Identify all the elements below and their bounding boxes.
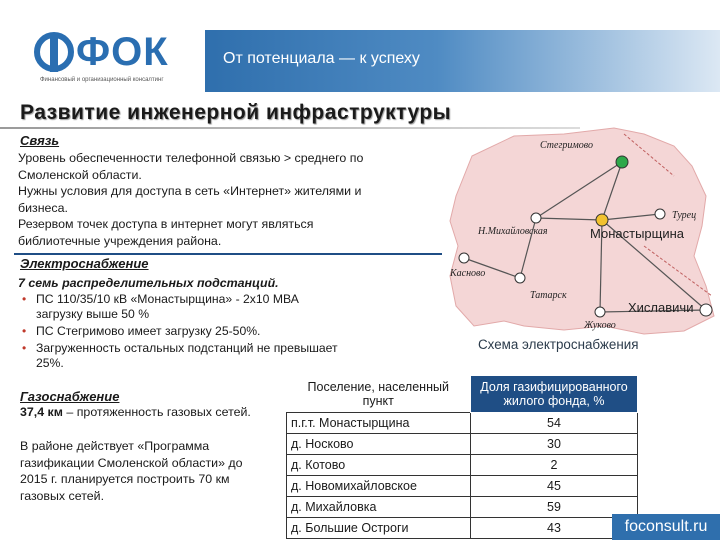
electro-bullet: [22, 341, 396, 371]
gas-program-line: газовых сетей.: [20, 488, 105, 503]
svyaz-line: Нужны условия для доступа в сеть «Интернет» жителями и: [18, 184, 362, 198]
gasification-table: [286, 375, 638, 539]
bullet-line: загрузку выше 50 %: [36, 307, 150, 321]
table-row: [287, 455, 638, 476]
svyaz-text: [18, 150, 438, 249]
bullet-line: 25%.: [36, 356, 64, 370]
gas-program-line: 2015 г. планируется построить 70 км: [20, 472, 230, 486]
map-label-stegrimovo: Стегримово: [540, 140, 593, 151]
electro-divider: [14, 253, 442, 255]
table-row: [287, 413, 638, 434]
table-row: [287, 434, 638, 455]
cell-share: 59: [471, 497, 638, 518]
section-heading-svyaz: Связь: [20, 133, 60, 148]
electro-bullet: [22, 292, 396, 322]
slogan-text: От потенциала — к успеху: [223, 50, 420, 67]
table-row: [287, 518, 638, 539]
section-heading-electro: Электроснабжение: [20, 256, 149, 271]
map-label-kasnovo: Касново: [450, 268, 486, 279]
bullet-dot-icon: •: [22, 324, 27, 338]
substation-icon: [700, 304, 712, 316]
gas-program-line: газификации Смоленской области» до: [20, 455, 243, 470]
bullet-line: ПС Стегримово имеет загрузку 25-50%.: [36, 324, 261, 338]
bullet-line: ПС 110/35/10 кВ «Монастырщина» - 2х10 МВА: [36, 292, 299, 306]
cell-settlement: д. Новомихайловское: [287, 476, 471, 497]
power-supply-map: [444, 126, 718, 338]
svyaz-line: Смоленской области.: [18, 167, 142, 182]
map-label-monastyrshchina: Монастырщина: [590, 226, 685, 241]
logo-name: ФОК: [76, 30, 169, 74]
col-header-share: Доля газифицированного жилого фонда, %: [471, 376, 638, 413]
cell-settlement: д. Носково: [287, 434, 471, 455]
header: [0, 0, 720, 92]
gas-length: [20, 404, 251, 421]
col-header-settlement: Поселение, населенный пункт: [287, 376, 471, 413]
gas-program-line: В районе действует «Программа: [20, 439, 210, 453]
svyaz-line: библиотечные учреждения района.: [18, 233, 222, 248]
cell-settlement: д. Котово: [287, 455, 471, 476]
bullet-line: Загруженность остальных подстанций не превышает: [36, 341, 338, 355]
cell-settlement: д. Большие Остроги: [287, 518, 471, 539]
electro-bullet: [22, 324, 396, 339]
bullet-dot-icon: •: [22, 292, 27, 306]
electro-subheading: 7 семь распределительных подстанций.: [18, 276, 279, 290]
gas-length-value: 37,4 км: [20, 405, 63, 419]
svyaz-line: Уровень обеспеченности телефонной связью > среднего по: [18, 151, 364, 165]
substation-stegrimovo-icon: [616, 156, 628, 168]
map-label-khislavichi: Хиславичи: [628, 300, 694, 315]
substation-icon: [655, 209, 665, 219]
section-heading-gas: Газоснабжение: [20, 389, 120, 404]
table-row: [287, 497, 638, 518]
map-label-tatarsk: Татарск: [530, 290, 567, 301]
cell-share: 45: [471, 476, 638, 497]
cell-settlement: п.г.т. Монастырщина: [287, 413, 471, 434]
table-header-row: [287, 376, 638, 413]
logo-tagline: Финансовый и организационный консалтинг: [40, 77, 164, 83]
gas-program: [20, 438, 285, 504]
substation-icon: [515, 273, 525, 283]
company-logo[interactable]: [32, 30, 192, 90]
gas-length-text: – протяженность газовых сетей.: [62, 405, 251, 419]
bullet-dot-icon: •: [22, 341, 27, 355]
map-caption: Схема электроснабжения: [478, 337, 639, 352]
cell-share: 54: [471, 413, 638, 434]
table-row: [287, 476, 638, 497]
svyaz-line: бизнеса.: [18, 200, 68, 215]
cell-share: 43: [471, 518, 638, 539]
cell-share: 2: [471, 455, 638, 476]
map-label-zhukovo: Жуково: [584, 320, 616, 331]
map-label-mikhaylovskaya: Н.Михайловская: [478, 226, 548, 237]
logo-phi-icon: [34, 32, 74, 72]
map-label-turchin: Турец: [672, 210, 697, 221]
page-title: Развитие инженерной инфраструктуры: [20, 101, 452, 124]
substation-icon: [595, 307, 605, 317]
svyaz-line: Резервом точек доступа в интернет могут являться: [18, 217, 314, 231]
cell-share: 30: [471, 434, 638, 455]
substation-monastyrshchina-icon: [596, 214, 608, 226]
substation-icon: [531, 213, 541, 223]
cell-settlement: д. Михайловка: [287, 497, 471, 518]
slogan-banner: [205, 30, 720, 92]
substation-icon: [459, 253, 469, 263]
footer-site-link[interactable]: foconsult.ru: [612, 514, 720, 540]
